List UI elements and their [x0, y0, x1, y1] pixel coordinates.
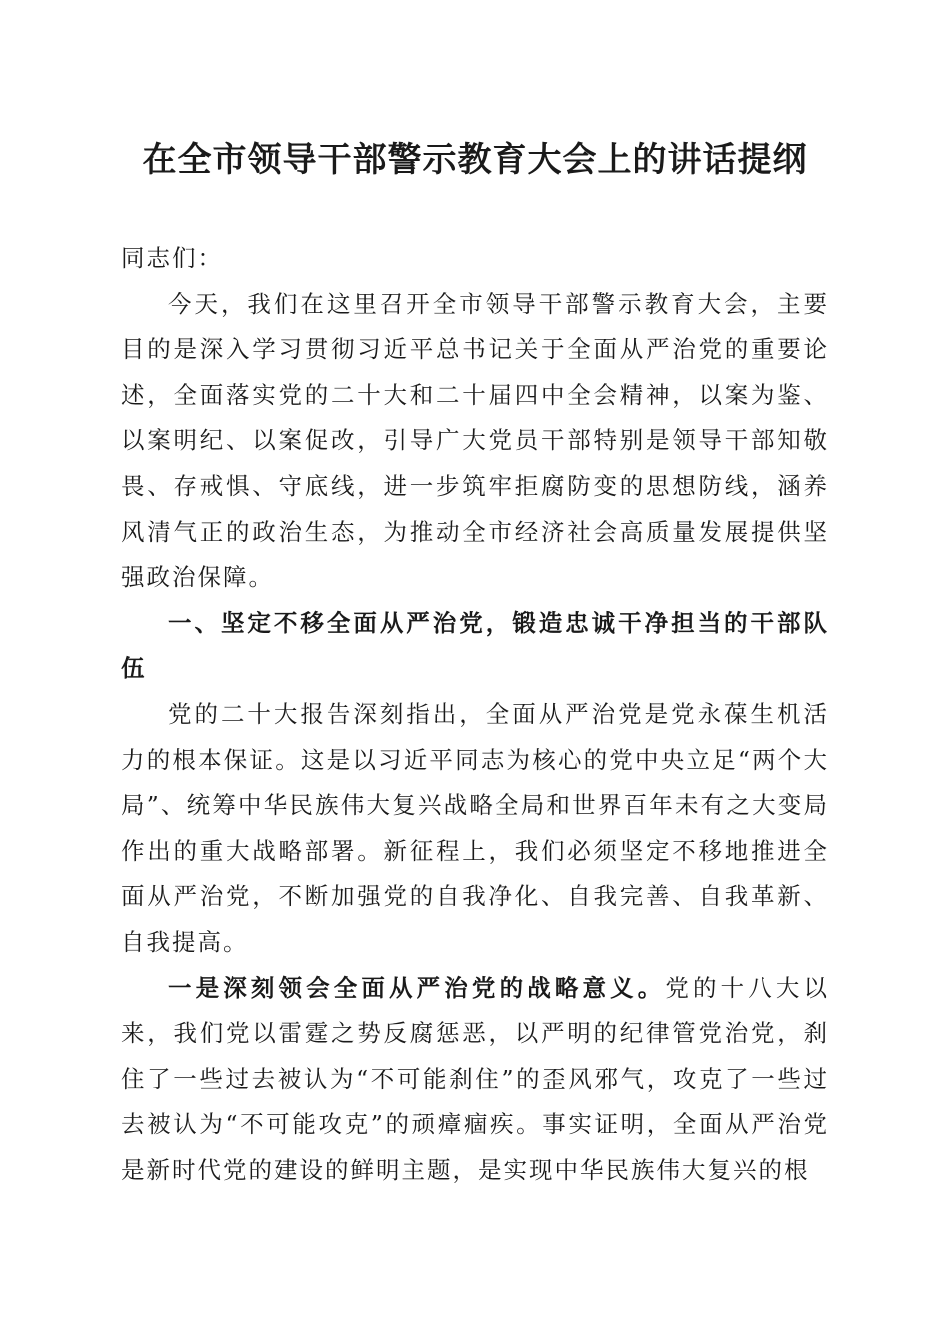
point-text: 党的十八大以来，我们党以雷霆之势反腐惩恶，以严明的纪律管党治党，刹住了一些过去被认为“不可能刹住”的歪风邪气，攻克了一些过去被认为“不可能攻克”的顽瘴痼疾。事实证明，全面从严治党是新时代党的建设的鲜明主题，是实现中华民族伟大复兴的根 — [121, 973, 830, 1184]
section-heading: 一、坚定不移全面从严治党，锻造忠诚干净担当的干部队伍 — [121, 608, 829, 683]
document-title: 在全市领导干部警示教育大会上的讲话提纲 — [142, 140, 808, 180]
section-paragraph: 党的二十大报告深刻指出，全面从严治党是党永葆生机活力的根本保证。这是以习近平同志为核心的党中央立足“两个大局”、统筹中华民族伟大复兴战略全局和世界百年未有之大变局作出的重大战略部署。新征程上，我们必须坚定不移地推进全面从严治党，不断加强党的自我净化、自我完善、自我革新、自我提高。 — [121, 699, 829, 956]
document-body — [121, 236, 829, 1193]
intro-paragraph: 今天，我们在这里召开全市领导干部警示教育大会，主要目的是深入学习贯彻习近平总书记关于全面从严治党的重要论述，全面落实党的二十大和二十届四中全会精神，以案为鉴、以案明纪、以案促改，引导广大党员干部特别是领导干部知敬畏、存戒惧、守底线，进一步筑牢拒腐防变的思想防线，涵养风清气正的政治生态，为推动全市经济社会高质量发展提供坚强政治保障。 — [121, 289, 829, 592]
point-lead: 一是深刻领会全面从严治党的战略意义。 — [168, 973, 666, 1002]
salutation: 同志们： — [121, 244, 223, 272]
point-paragraph — [121, 966, 829, 1194]
